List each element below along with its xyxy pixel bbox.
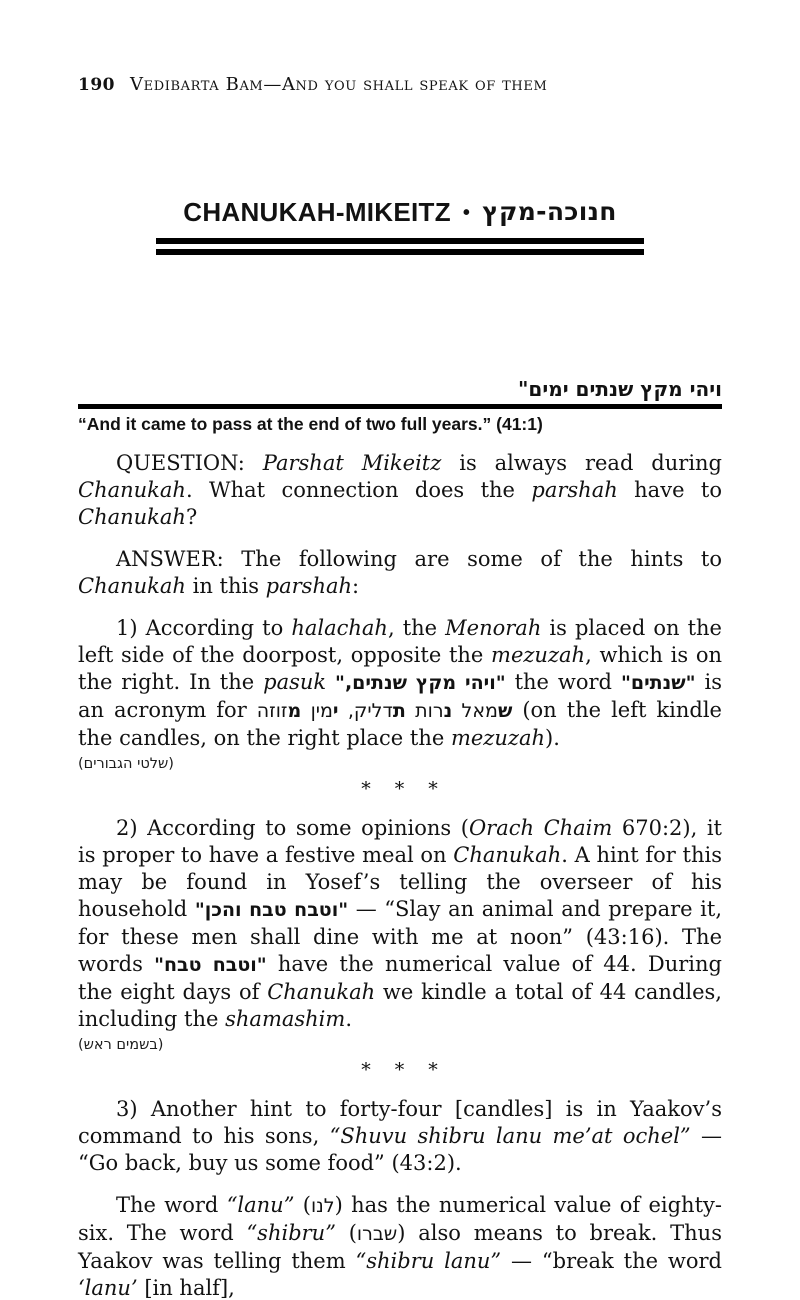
running-title: Vedibarta Bam—And you shall speak of them (130, 74, 548, 95)
source-attribution: (שלטי הגבורים) (78, 756, 174, 772)
section-heading (78, 377, 722, 435)
body-paragraph: QUESTION: Parshat Mikeitz is always read during Chanukah. What connection does the parshah have to Chanukah? (78, 451, 722, 529)
stars-separator: * * * (361, 1059, 439, 1081)
hebrew-phrase: "שנתים" (620, 672, 696, 694)
page-body (78, 450, 722, 1300)
hebrew-phrase: לנו (310, 1195, 335, 1217)
body-paragraph: 1) According to halachah, the Menorah is placed on the left side of the doorpost, opposite the mezuzah, which is on the right. In the pasuk "ויהי מקץ שנתים," the word "שנתים" is an acronym for שמאל נרות תדליק, ימין מזוזה (on the left kindle the candles, on the right place the mezuzah). (78, 616, 722, 750)
heading-rule (78, 404, 722, 409)
bullet-separator: • (462, 202, 471, 224)
page-number: 190 (78, 75, 115, 95)
hebrew-phrase: שברו (356, 1223, 398, 1245)
hebrew-phrase: "ויהי מקץ שנתים," (335, 672, 506, 694)
running-header (78, 74, 722, 96)
body-paragraph: ANSWER: The following are some of the hints to Chanukah in this parshah: (78, 547, 722, 598)
double-rule-divider (156, 238, 644, 255)
source-attribution: (בשמים ראש) (78, 1037, 164, 1053)
hebrew-phrase: שמאל נרות תדליק, ימין מזוזה (256, 700, 513, 722)
hebrew-phrase: "וטבח טבח" (154, 954, 267, 976)
chapter-title-english: CHANUKAH-MIKEITZ (183, 197, 451, 227)
chapter-title-hebrew: חנוכה-מקץ (482, 197, 617, 226)
chapter-title (78, 197, 722, 227)
hebrew-phrase: "וטבח טבח והכן" (194, 899, 349, 921)
body-paragraph: The word “lanu” (לנו) has the numerical value of eighty-six. The word “shibru” (שברו) also means to break. Thus Yaakov was telling them “shibru lanu” — “break the word ‘lanu’ [in half], (78, 1193, 722, 1300)
section-heading-hebrew: ויהי מקץ שנתים ימים" (518, 377, 722, 401)
section-heading-english: “And it came to pass at the end of two full years.” (41:1) (78, 414, 543, 434)
stars-separator: * * * (361, 778, 439, 800)
body-paragraph: 3) Another hint to forty-four [candles] is in Yaakov’s command to his sons, “Shuvu shibru lanu me’at ochel” — “Go back, buy us some food” (43:2). (78, 1097, 723, 1175)
body-paragraph: 2) According to some opinions (Orach Chaim 670:2), it is proper to have a festive meal on Chanukah. A hint for this may be found in Yosef’s telling the overseer of his household "וטבח טבח והכן" — “Slay an animal and prepare it, for these men shall dine with me at noon” (43:16). The words "וטבח טבח" have the numerical value of 44. During the eight days of Chanukah we kindle a total of 44 candles, including the shamashim. (78, 816, 723, 1031)
